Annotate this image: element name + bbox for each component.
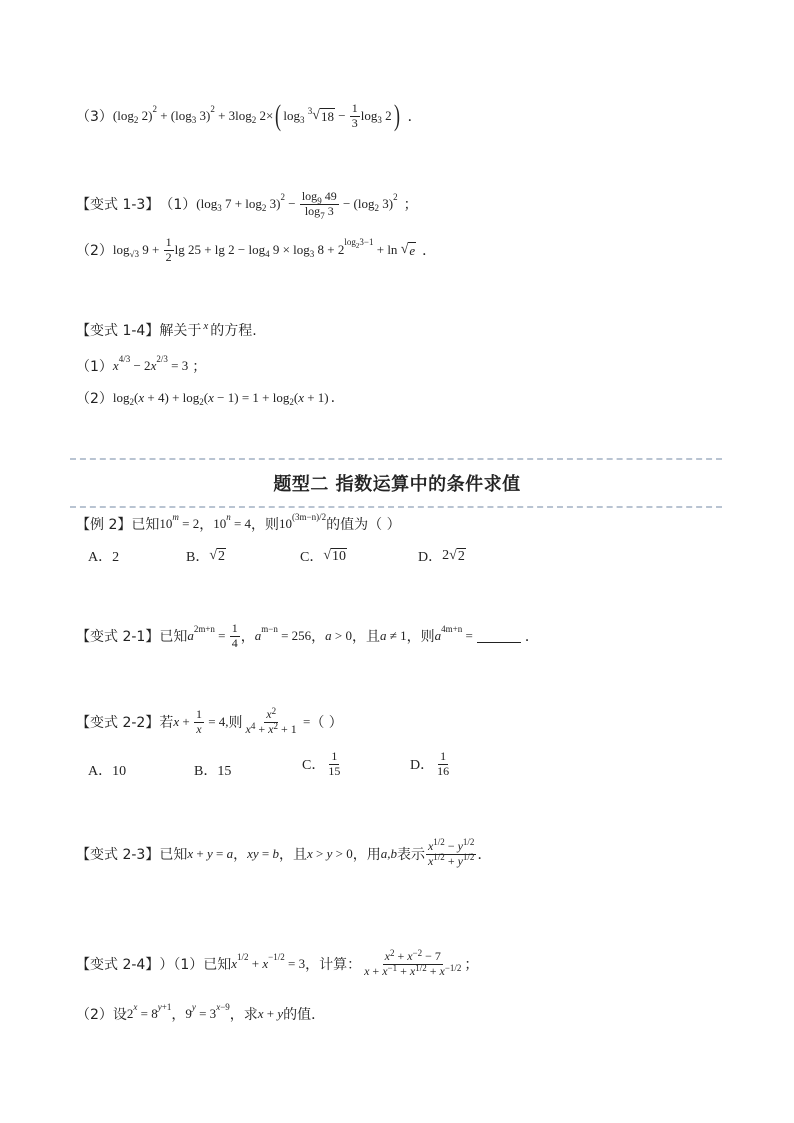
- option-label: A．2: [88, 550, 120, 565]
- option-label: D．: [410, 758, 435, 774]
- text: 的值．: [283, 1007, 326, 1023]
- text: ，: [311, 629, 326, 646]
- math-expression: $\frac{x^2 + x^{-2} - 7}{x + x^{-1} + x^{1/2} + x^{-1/2}}$: [364, 948, 462, 978]
- math-expression: a 2m+n = $\frac{1}{4}$: [187, 621, 238, 650]
- section-title: 题型二 指数运算中的条件求值: [273, 474, 521, 495]
- text: 表示: [396, 847, 425, 864]
- example-2: [76, 514, 401, 534]
- math-expression: 9 y = 3 x−9: [185, 1002, 230, 1021]
- math-expression: log √3 9 + $\frac{1}{2}$ lg 25 + lg 2 − log 4 9 × log 3 8 + 2 $\log_23-1$ + ln √ e: [112, 235, 416, 264]
- text: ，: [199, 517, 214, 533]
- math-expression: a,b: [380, 846, 397, 862]
- math-expression: 10 n = 4: [213, 512, 252, 531]
- variant-2-4-part-2: [76, 1004, 325, 1024]
- text: （ ）: [310, 715, 343, 732]
- part-label: （2）: [76, 391, 113, 407]
- part-label: ）（1）已知: [159, 957, 232, 974]
- variant-tag: 【变式 2-1】: [76, 629, 160, 646]
- variant-tag: 【变式 1-3】: [76, 197, 160, 214]
- text: ，求: [229, 1007, 258, 1023]
- variant-tag: 【变式 2-3】: [76, 847, 160, 864]
- variant-1-3-part-1: 【变式 1-3】 （1） (log 3 7 + log 2 3) 2 − $\frac{\log_9 49}{\log_7 3}$ − (log 2 3) 2 ；: [76, 189, 418, 221]
- text: 已知: [131, 517, 160, 533]
- variable: x: [203, 320, 209, 332]
- variant-2-2-option-d: D． $\frac{1}{16}$: [410, 749, 450, 778]
- text: 的方程.: [210, 323, 257, 339]
- variant-1-4-header: [76, 320, 257, 340]
- math-expression: x + y = a: [187, 846, 234, 862]
- math-expression: x + $\frac{1}{x}$ = 4,: [173, 707, 229, 736]
- part-label: （1）: [76, 359, 113, 375]
- text: ；: [464, 957, 479, 974]
- section-divider-bottom: [70, 506, 722, 508]
- variant-1-4-part-2: （2） log 2 ( x + 4) + log 2 ( x − 1) = 1 + log 2 ( x + 1) .: [76, 390, 336, 407]
- text: ．: [477, 847, 492, 864]
- answer-blank[interactable]: [477, 630, 521, 643]
- text: 解关于: [159, 323, 202, 339]
- text: 已知: [159, 847, 188, 864]
- example-2-option-c: C． √ 10: [300, 548, 347, 565]
- text: ，计算：: [305, 957, 362, 974]
- text: ．: [524, 629, 539, 646]
- part-label: （1）: [159, 197, 197, 214]
- math-expression: a ≠ 1: [380, 628, 407, 644]
- math-expression: (log 2 2) 2 + (log 3 3) 2 + 3log 2 2× ( log 3 3 √ 18 − $\frac{1}{3}$ log 3 2 ): [112, 99, 400, 132]
- math-expression: $\frac{x^2}{x^4 + x^2 + 1}$ =: [245, 706, 311, 736]
- option-label: B．: [186, 550, 210, 565]
- variant-2-2-option-b: [194, 760, 231, 780]
- text: 已知: [159, 629, 188, 646]
- math-expression: x 1/2 + x −1/2 = 3: [231, 952, 306, 972]
- text: ，: [240, 629, 255, 646]
- math-expression: xy = b: [247, 846, 279, 862]
- text: ，则: [406, 629, 435, 646]
- text: 的值为（ ）: [326, 517, 401, 533]
- math-expression: a 4m+n =: [434, 624, 473, 644]
- variant-2-2-option-c: C． $\frac{1}{15}$: [302, 749, 341, 778]
- math-expression: 2 x = 8 y+1: [126, 1002, 172, 1021]
- math-expression: $\frac{x^{1/2} - y^{1/2}}{x^{1/2} + y^{1/2}}$: [427, 837, 475, 868]
- text: ，且: [352, 629, 381, 646]
- option-label: B．15: [194, 764, 232, 779]
- math-expression: x + y: [257, 1006, 284, 1021]
- example-2-option-a: [88, 546, 119, 566]
- variant-1-4-part-1: （1） x 4/3 − 2 x 2/3 = 3 ；: [76, 354, 207, 375]
- text: 若: [159, 715, 174, 732]
- text: ，且: [278, 847, 307, 864]
- option-label: C．: [300, 550, 324, 565]
- option-label: C．: [302, 758, 326, 774]
- example-2-option-d: D． 2 √ 2: [418, 548, 465, 565]
- variant-2-4-part-1: [76, 950, 478, 979]
- math-expression: x > y > 0: [306, 846, 353, 862]
- variant-2-3: [76, 837, 492, 869]
- part-label: （3）: [76, 109, 113, 125]
- variant-2-1: [76, 622, 539, 651]
- variant-2-2-option-a: [88, 760, 126, 780]
- variant-tag: 【变式 1-4】: [76, 323, 160, 339]
- math-expression: a m−n = 256: [254, 624, 312, 644]
- text: 则: [228, 715, 243, 732]
- option-label: A．10: [88, 764, 127, 779]
- text: ，: [233, 847, 248, 864]
- variant-tag: 【变式 2-4】: [76, 957, 160, 974]
- math-expression: 10 m = 2: [159, 512, 200, 531]
- part-label: （2）设: [76, 1007, 127, 1023]
- math-expression: log 2 ( x + 4) + log 2 ( x − 1) = 1 + log 2 ( x + 1): [112, 390, 329, 407]
- math-expression: a > 0: [325, 628, 353, 644]
- option-label: D．: [418, 550, 443, 565]
- text: ，: [171, 1007, 186, 1023]
- example-tag: 【例 2】: [76, 517, 132, 533]
- text: ，用: [352, 847, 381, 864]
- variant-1-3-part-2: （2） log √3 9 + $\frac{1}{2}$ lg 25 + lg 2 − log 4 9 × log 3 8 + 2 $\log_23-1$ + ln √ e ．: [76, 235, 437, 264]
- math-expression: (log 3 7 + log 2 3) 2 − $\frac{\log_9 49}{\log_7 3}$ − (log 2 3) 2: [196, 189, 398, 221]
- math-expression: x 4/3 − 2 x 2/3 = 3: [112, 354, 189, 373]
- example-2-option-b: B． √ 2: [186, 548, 226, 565]
- section-divider-top: [70, 458, 722, 460]
- problem-1-2-part-3: （3） (log 2 2) 2 + (log 3 3) 2 + 3log 2 2× ( log 3 3 √ 18 − $\frac{1}{3}$ log 3 2 ) ．: [76, 99, 422, 132]
- text: ，则: [251, 517, 280, 533]
- part-label: （2）: [76, 243, 113, 260]
- math-expression: 10 (3m−n)/2: [279, 512, 327, 531]
- variant-2-2: [76, 708, 343, 737]
- variant-tag: 【变式 2-2】: [76, 715, 160, 732]
